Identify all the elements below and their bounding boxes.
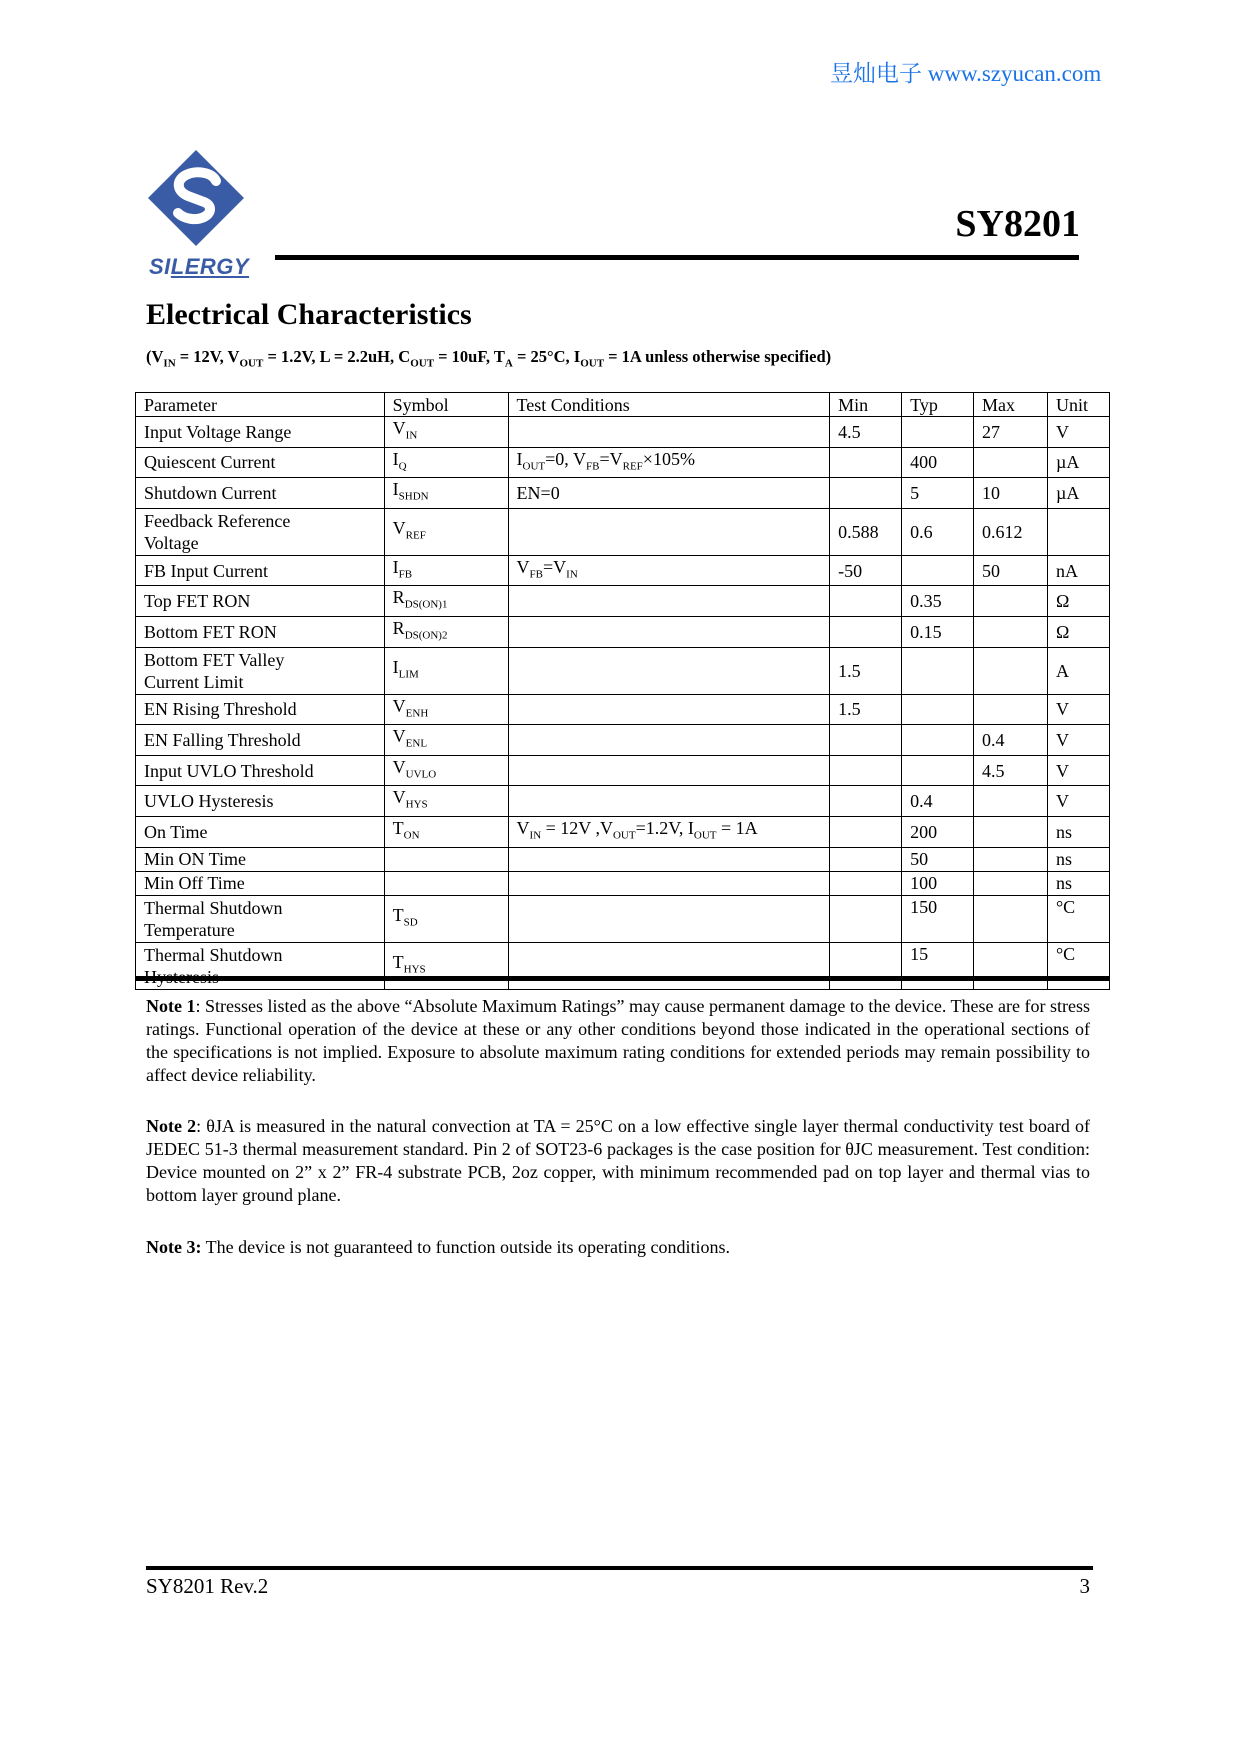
cell-parameter: Min Off Time bbox=[136, 871, 385, 895]
footer-rule bbox=[146, 1566, 1093, 1570]
cell-unit: Ω bbox=[1047, 586, 1109, 617]
table-row bbox=[136, 942, 1110, 989]
cell-symbol: $I_{SHDN}$ bbox=[384, 478, 508, 509]
cell-symbol: $T_{SD}$ bbox=[384, 895, 508, 942]
company-logo bbox=[146, 148, 261, 283]
cell-min bbox=[830, 478, 902, 509]
cell-max: 4.5 bbox=[974, 755, 1048, 786]
cell-test-conditions bbox=[508, 895, 830, 942]
cell-symbol: $T_{HYS}$ bbox=[384, 942, 508, 989]
cell-max: 0.4 bbox=[974, 725, 1048, 756]
cell-unit: ns bbox=[1047, 871, 1109, 895]
cell-test-conditions bbox=[508, 871, 830, 895]
cell-min bbox=[830, 447, 902, 478]
cell-max bbox=[974, 786, 1048, 817]
table-row bbox=[136, 694, 1110, 725]
cell-max: 10 bbox=[974, 478, 1048, 509]
watermark: 昱灿电子 www.szyucan.com bbox=[830, 61, 1102, 86]
cell-max: 50 bbox=[974, 555, 1048, 586]
footer-page-number: 3 bbox=[1079, 1574, 1090, 1598]
cell-unit: nA bbox=[1047, 555, 1109, 586]
cell-symbol bbox=[384, 871, 508, 895]
cell-typ bbox=[902, 755, 974, 786]
cell-parameter: On Time bbox=[136, 816, 385, 847]
cell-typ: 400 bbox=[902, 447, 974, 478]
table-row bbox=[136, 725, 1110, 756]
cell-symbol: $V_{IN}$ bbox=[384, 417, 508, 448]
cell-unit bbox=[1047, 508, 1109, 555]
cell-max bbox=[974, 847, 1048, 871]
cell-symbol: $I_{LIM}$ bbox=[384, 647, 508, 694]
part-number: SY8201 bbox=[955, 203, 1080, 245]
cell-typ bbox=[902, 417, 974, 448]
cell-typ: 0.4 bbox=[902, 786, 974, 817]
cell-parameter: Input UVLO Threshold bbox=[136, 755, 385, 786]
cell-unit: µA bbox=[1047, 478, 1109, 509]
cell-typ: 5 bbox=[902, 478, 974, 509]
cell-symbol: $I_Q$ bbox=[384, 447, 508, 478]
cell-max bbox=[974, 586, 1048, 617]
cell-unit: V bbox=[1047, 755, 1109, 786]
cell-parameter: Top FET RON bbox=[136, 586, 385, 617]
cell-unit: °C bbox=[1047, 942, 1109, 989]
cell-max bbox=[974, 616, 1048, 647]
cell-unit: °C bbox=[1047, 895, 1109, 942]
cell-max: 27 bbox=[974, 417, 1048, 448]
cell-test-conditions bbox=[508, 786, 830, 817]
cell-typ: 0.6 bbox=[902, 508, 974, 555]
cell-unit: ns bbox=[1047, 847, 1109, 871]
cell-max bbox=[974, 647, 1048, 694]
cell-symbol: $V_{ENL}$ bbox=[384, 725, 508, 756]
table-row bbox=[136, 478, 1110, 509]
section-title: Electrical Characteristics bbox=[146, 298, 472, 331]
cell-parameter: Bottom FET RON bbox=[136, 616, 385, 647]
cell-test-conditions: $I_{OUT}=0$, $V_{FB}=V_{REF}\times 105\%$ bbox=[508, 447, 830, 478]
table-header-row bbox=[136, 393, 1110, 417]
note-2: Note 2: θJA is measured in the natural convection at TA = 25°C on a low effective single layer thermal conductivity test board of JEDEC 51-3 thermal measurement standard. Pin 2 of SOT23-6 packages is the case position for θJC measurement. Test condition: Device mounted on 2” x 2” FR-4 substrate PCB, 2oz copper, with minimum recommended pad on top layer and thermal vias to bottom layer ground plane. bbox=[146, 1116, 1091, 1205]
cell-max: 0.612 bbox=[974, 508, 1048, 555]
cell-typ: 0.15 bbox=[902, 616, 974, 647]
cell-max bbox=[974, 816, 1048, 847]
cell-parameter: Quiescent Current bbox=[136, 447, 385, 478]
column-header: Typ bbox=[902, 393, 974, 417]
cell-min bbox=[830, 895, 902, 942]
cell-unit: V bbox=[1047, 417, 1109, 448]
cell-test-conditions bbox=[508, 647, 830, 694]
cell-min bbox=[830, 586, 902, 617]
cell-min: 1.5 bbox=[830, 694, 902, 725]
cell-typ bbox=[902, 694, 974, 725]
table-row bbox=[136, 447, 1110, 478]
cell-symbol: $I_{FB}$ bbox=[384, 555, 508, 586]
table-row bbox=[136, 895, 1110, 942]
cell-min bbox=[830, 816, 902, 847]
cell-max bbox=[974, 942, 1048, 989]
column-header: Max bbox=[974, 393, 1048, 417]
cell-parameter: FB Input Current bbox=[136, 555, 385, 586]
cell-min bbox=[830, 786, 902, 817]
cell-symbol: $R_{DS(ON)2}$ bbox=[384, 616, 508, 647]
cell-max bbox=[974, 895, 1048, 942]
cell-min: 1.5 bbox=[830, 647, 902, 694]
cell-parameter: Thermal Shutdown Temperature bbox=[136, 895, 385, 942]
footer-doc-revision: SY8201 Rev.2 bbox=[146, 1574, 269, 1598]
cell-typ: 150 bbox=[902, 895, 974, 942]
cell-min: 4.5 bbox=[830, 417, 902, 448]
cell-unit: Ω bbox=[1047, 616, 1109, 647]
cell-symbol: $V_{HYS}$ bbox=[384, 786, 508, 817]
cell-min bbox=[830, 847, 902, 871]
cell-parameter: Min ON Time bbox=[136, 847, 385, 871]
cell-unit: µA bbox=[1047, 447, 1109, 478]
table-row bbox=[136, 816, 1110, 847]
cell-parameter: Thermal Shutdown bbox=[136, 942, 385, 989]
cell-typ: 0.35 bbox=[902, 586, 974, 617]
cell-min bbox=[830, 942, 902, 989]
note-3: Note 3: The device is not guaranteed to function outside its operating conditions. bbox=[146, 1237, 731, 1257]
cell-min bbox=[830, 616, 902, 647]
cell-symbol: $T_{ON}$ bbox=[384, 816, 508, 847]
cell-test-conditions: EN=0 bbox=[508, 478, 830, 509]
cell-parameter: Feedback Reference Voltage bbox=[136, 508, 385, 555]
table-row bbox=[136, 417, 1110, 448]
table-row bbox=[136, 871, 1110, 895]
cell-min bbox=[830, 871, 902, 895]
logo-emblem-icon bbox=[146, 148, 246, 252]
column-header: Test Conditions bbox=[508, 393, 830, 417]
table-row bbox=[136, 755, 1110, 786]
cell-parameter: Input Voltage Range bbox=[136, 417, 385, 448]
cell-symbol: $R_{DS(ON)1}$ bbox=[384, 586, 508, 617]
cell-typ: 200 bbox=[902, 816, 974, 847]
cell-parameter: Bottom FET Valley Current Limit bbox=[136, 647, 385, 694]
cell-test-conditions bbox=[508, 508, 830, 555]
cell-typ bbox=[902, 555, 974, 586]
cell-test-conditions bbox=[508, 616, 830, 647]
table-row bbox=[136, 786, 1110, 817]
cell-test-conditions: $V_{IN} = 12V$ $,V_{OUT}=1.2V$, $I_{OUT} = 1A$ bbox=[508, 816, 830, 847]
cell-test-conditions bbox=[508, 847, 830, 871]
cell-typ: 100 bbox=[902, 871, 974, 895]
cell-max bbox=[974, 447, 1048, 478]
cell-symbol: $V_{REF}$ bbox=[384, 508, 508, 555]
cell-unit: V bbox=[1047, 694, 1109, 725]
cell-test-conditions bbox=[508, 725, 830, 756]
cell-typ: 50 bbox=[902, 847, 974, 871]
cell-parameter: UVLO Hysteresis bbox=[136, 786, 385, 817]
table-row bbox=[136, 586, 1110, 617]
column-header: Unit bbox=[1047, 393, 1109, 417]
electrical-characteristics-table bbox=[135, 392, 1110, 990]
cell-test-conditions: $V_{FB}=V_{IN}$ bbox=[508, 555, 830, 586]
cell-min: 0.588 bbox=[830, 508, 902, 555]
cell-parameter: EN Falling Threshold bbox=[136, 725, 385, 756]
note-1: Note 1: Stresses listed as the above “Absolute Maximum Ratings” may cause permanent damage to the device. These are for stress ratings. Functional operation of the device at these or any other conditions beyond those indicated in the operational sections of the specifications is not implied. Exposure to absolute maximum rating conditions for extended periods may remain possibility to affect device reliability. bbox=[146, 996, 1091, 1085]
cell-parameter: EN Rising Threshold bbox=[136, 694, 385, 725]
cell-typ bbox=[902, 647, 974, 694]
cell-typ: 15 bbox=[902, 942, 974, 989]
cell-typ bbox=[902, 725, 974, 756]
cell-parameter: Shutdown Current bbox=[136, 478, 385, 509]
test-conditions-summary: ($V_{IN} = 12V$, $V_{OUT} = 1.2V$, L = 2.2uH, $C_{OUT} = 10uF$, $T_A = 25^\circ C$, $I_{OUT} = 1A$ unless otherwise specified) bbox=[146, 347, 832, 370]
column-header: Parameter bbox=[136, 393, 385, 417]
header-rule bbox=[275, 255, 1079, 260]
cell-unit: V bbox=[1047, 786, 1109, 817]
cell-unit: A bbox=[1047, 647, 1109, 694]
table-row bbox=[136, 847, 1110, 871]
logo-wordmark: SILERGY bbox=[149, 254, 250, 279]
column-header: Min bbox=[830, 393, 902, 417]
cell-test-conditions bbox=[508, 417, 830, 448]
table-end-rule bbox=[135, 976, 1110, 981]
cell-min bbox=[830, 755, 902, 786]
cell-test-conditions bbox=[508, 755, 830, 786]
cell-unit: ns bbox=[1047, 816, 1109, 847]
cell-symbol: $V_{ENH}$ bbox=[384, 694, 508, 725]
cell-test-conditions bbox=[508, 586, 830, 617]
cell-symbol bbox=[384, 847, 508, 871]
cell-test-conditions bbox=[508, 942, 830, 989]
table-row bbox=[136, 616, 1110, 647]
table-row bbox=[136, 555, 1110, 586]
cell-max bbox=[974, 871, 1048, 895]
table-row bbox=[136, 508, 1110, 555]
column-header: Symbol bbox=[384, 393, 508, 417]
table-row bbox=[136, 647, 1110, 694]
cell-max bbox=[974, 694, 1048, 725]
cell-unit: V bbox=[1047, 725, 1109, 756]
cell-min bbox=[830, 725, 902, 756]
cell-symbol: $V_{UVLO}$ bbox=[384, 755, 508, 786]
cell-min: -50 bbox=[830, 555, 902, 586]
cell-test-conditions bbox=[508, 694, 830, 725]
